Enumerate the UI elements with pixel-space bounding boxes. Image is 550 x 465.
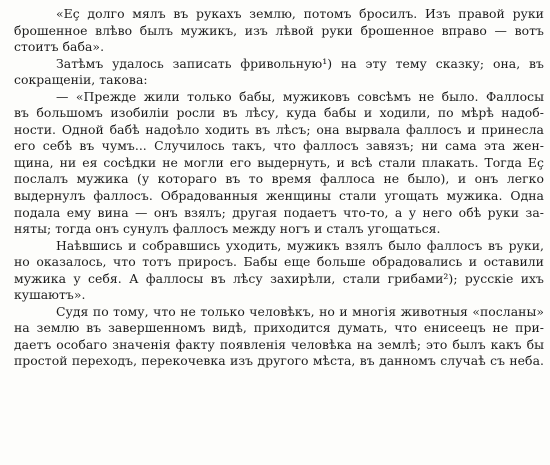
text-line: Судя по тому, что не только человѣкъ, но и многія животныя «посланы» [56,303,544,319]
text-line: его себѣ въ чумъ... Случилось такъ, что фаллосъ завязъ; ни сама эта жен- [14,138,544,154]
text-line: Наѣвшись и собравшись уходить, мужикъ взялъ было фаллосъ въ руки, [56,237,544,253]
text-line: выдернулъ фаллосъ. Обрадованныя женщины стали угощать мужика. Одна [14,188,544,204]
text-line: — «Прежде жили только бабы, мужиковъ совсѣмъ не было. Фаллосы [56,88,544,104]
text-line: Затѣмъ удалось записать фривольную¹) на эту тему сказку; она, въ [56,55,544,71]
text-line: «Eç долго мялъ въ рукахъ землю, потомъ бросилъ. Изъ правой руки [56,6,544,21]
text-line: мужика у себя. А фаллосы въ лѣсу захирѣли, стали грибами²); русскіе ихъ [14,270,544,286]
text-line: стоитъ баба». [14,39,105,55]
text-line: сокращеніи, такова: [14,72,148,88]
text-line: простой переходъ, перекочевка изъ другого мѣста, въ данномъ случаѣ съ неба. [14,353,544,369]
text-line: подала ему вина — онъ взялъ; другая подаетъ что-то, а у него обѣ руки за- [14,204,544,220]
text-line: но оказалось, что тотъ приросъ. Бабы еще больше обрадовались и оставили [14,254,544,270]
text-line: няты; тогда онъ сунулъ фаллосъ между ногъ и сталъ угощаться. [14,221,441,237]
text-line: кушаютъ». [14,287,86,303]
document-text [14,6,544,370]
text-line: на землю въ завершенномъ видѣ, приходится думать, что енисеецъ не при- [14,320,544,336]
text-line: щина, ни ея сосѣдки не могли его выдернуть, и всѣ стали плакать. Тогда Eç [14,154,544,170]
text-line: ности. Одной бабѣ надоѣло ходить въ лѣсъ; она вырвала фаллосъ и принесла [14,121,544,137]
text-line: послалъ мужика (у котораго въ то время фаллоса не было), и онъ легко [14,171,544,187]
text-line: брошенное влѣво былъ мужикъ, изъ лѣвой руки брошенное вправо — вотъ [14,22,544,38]
text-line: даетъ особаго значенія факту появленія человѣка на землѣ; это былъ какъ бы [14,336,544,352]
text-line: въ большомъ изобиліи росли въ лѣсу, куда бабы и ходили, по мѣрѣ надоб- [14,105,544,121]
